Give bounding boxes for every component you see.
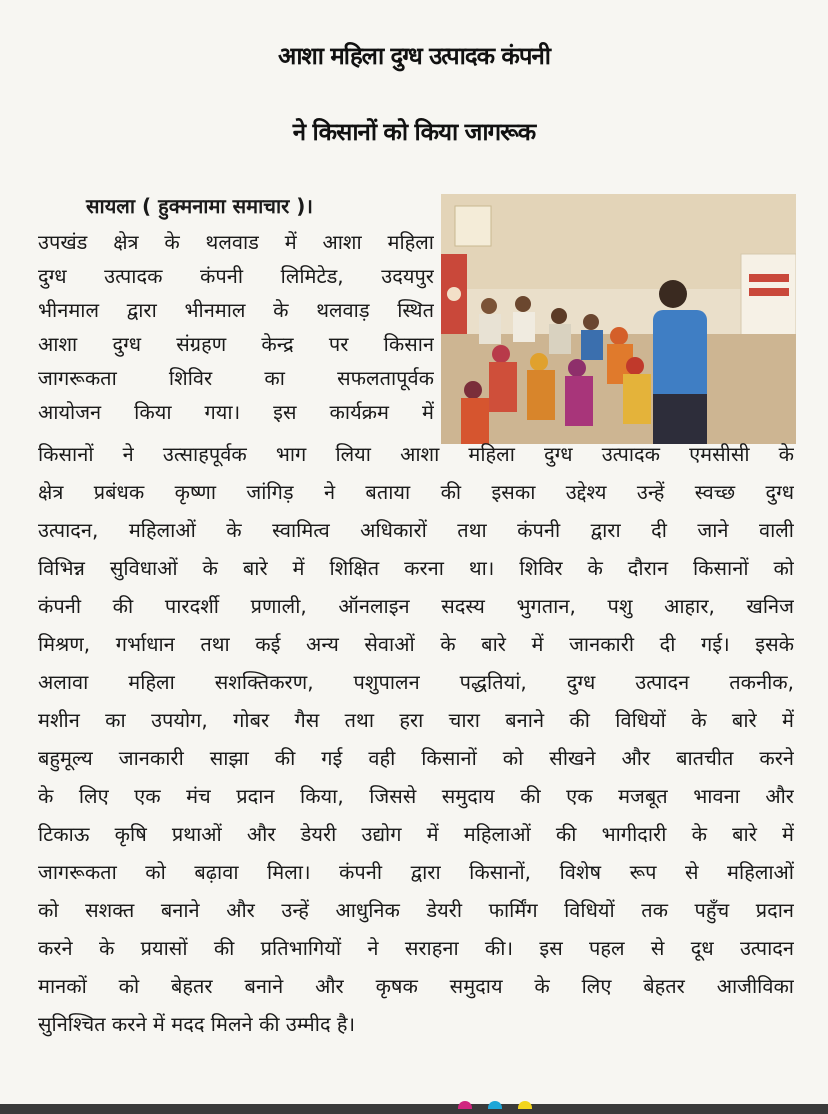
article-photo bbox=[441, 194, 796, 444]
body-line: उत्पादन, महिलाओं के स्वामित्व अधिकारों तथा कंपनी द्वारा दी जाने वाली bbox=[38, 518, 794, 542]
body-line: बहुमूल्य जानकारी साझा की गई वही किसानों को सीखने और बातचीत करने bbox=[38, 746, 794, 770]
cyan-dot-icon bbox=[488, 1101, 502, 1109]
body-line: टिकाऊ कृषि प्रथाओं और डेयरी उद्योग में महिलाओं की भागीदारी के बारे में bbox=[38, 822, 794, 846]
body-line: भीनमाल द्वारा भीनमाल के थलवाड़ स्थित bbox=[38, 298, 434, 322]
headline bbox=[0, 18, 828, 170]
footer-bar bbox=[0, 1104, 828, 1114]
body-line: मिश्रण, गर्भाधान तथा कई अन्य सेवाओं के बारे में जानकारी दी गई। इसके bbox=[38, 632, 794, 656]
body-line: मानकों को बेहतर बनाने और कृषक समुदाय के लिए बेहतर आजीविका bbox=[38, 974, 794, 998]
body-line: के लिए एक मंच प्रदान किया, जिससे समुदाय की एक मजबूत भावना और bbox=[38, 784, 794, 808]
magenta-dot-icon bbox=[458, 1101, 472, 1109]
body-line: जागरूकता को बढ़ावा मिला। कंपनी द्वारा किसानों, विशेष रूप से महिलाओं bbox=[38, 860, 794, 884]
body-line: को सशक्त बनाने और उन्हें आधुनिक डेयरी फार्मिंग विधियों तक पहुँच प्रदान bbox=[38, 898, 794, 922]
body-line: अलावा महिला सशक्तिकरण, पशुपालन पद्धतियां, दुग्ध उत्पादन तकनीक, bbox=[38, 670, 794, 694]
byline: सायला ( हुक्मनामा समाचार )। bbox=[86, 194, 313, 218]
body-line: दुग्ध उत्पादक कंपनी लिमिटेड, उदयपुर bbox=[38, 264, 434, 288]
headline-line-2: ने किसानों को किया जागरूक bbox=[292, 118, 536, 146]
body-line: विभिन्न सुविधाओं के बारे में शिक्षित करना था। शिविर के दौरान किसानों को bbox=[38, 556, 794, 580]
body-line: उपखंड क्षेत्र के थलवाड में आशा महिला bbox=[38, 230, 434, 254]
yellow-dot-icon bbox=[518, 1101, 532, 1109]
headline-line-1: आशा महिला दुग्ध उत्पादक कंपनी bbox=[277, 42, 551, 70]
body-line: मशीन का उपयोग, गोबर गैस तथा हरा चारा बनाने की विधियों के बारे में bbox=[38, 708, 794, 732]
body-line: आशा दुग्ध संग्रहण केन्द्र पर किसान bbox=[38, 332, 434, 356]
body-line: आयोजन किया गया। इस कार्यक्रम में bbox=[38, 400, 434, 424]
body-line: सुनिश्चित करने में मदद मिलने की उम्मीद है। bbox=[38, 1012, 356, 1036]
body-line: क्षेत्र प्रबंधक कृष्णा जांगिड़ ने बताया की इसका उद्देश्य उन्हें स्वच्छ दुग्ध bbox=[38, 480, 794, 504]
body-line: कंपनी की पारदर्शी प्रणाली, ऑनलाइन सदस्य भुगतान, पशु आहार, खनिज bbox=[38, 594, 794, 618]
body-line: किसानों ने उत्साहपूर्वक भाग लिया आशा महिला दुग्ध उत्पादक एमसीसी के bbox=[38, 442, 794, 466]
body-line: जागरूकता शिविर का सफलतापूर्वक bbox=[38, 366, 434, 390]
photo-illustration bbox=[441, 194, 796, 444]
body-line: करने के प्रयासों की प्रतिभागियों ने सराहना की। इस पहल से दूध उत्पादन bbox=[38, 936, 794, 960]
